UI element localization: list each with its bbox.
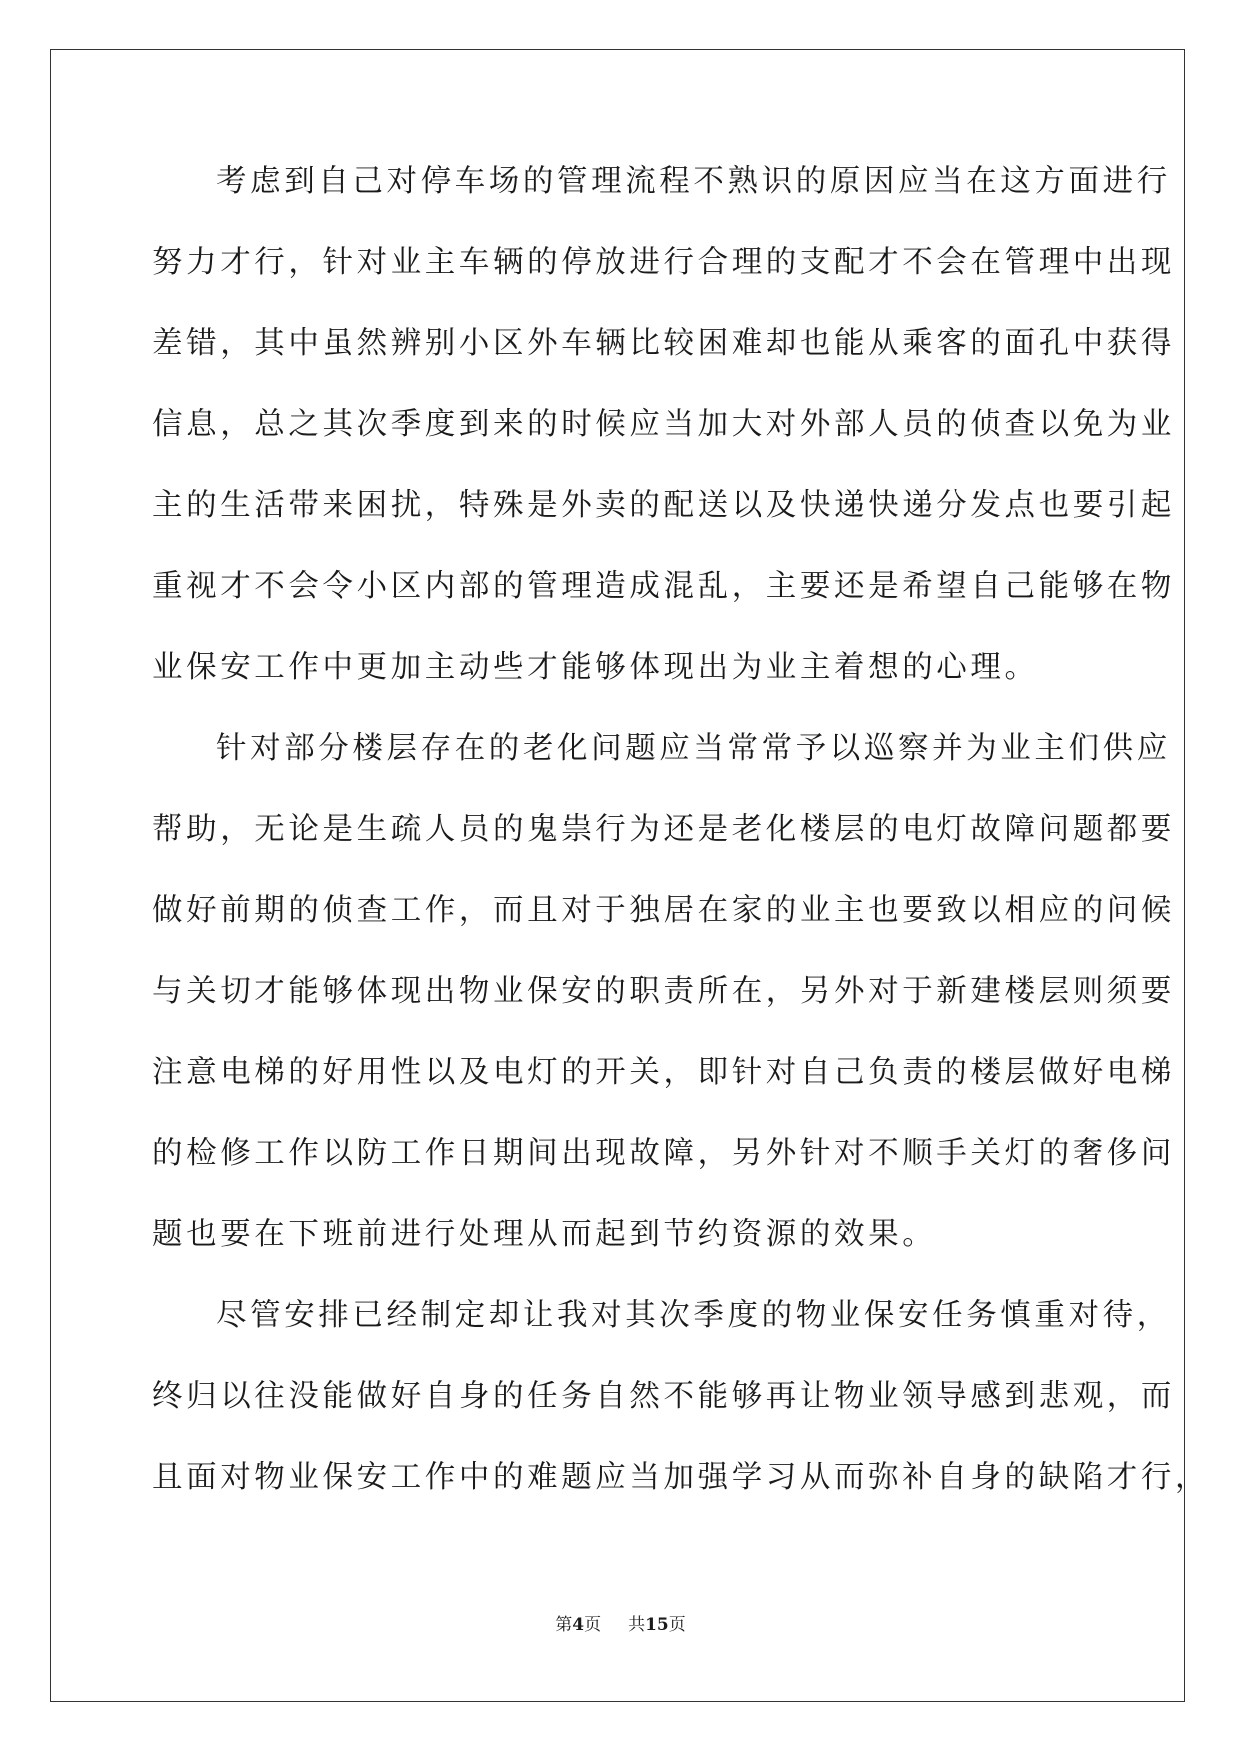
paragraph-3-line-3: 且面对物业保安工作中的难题应当加强学习从而弥补自身的缺陷才行，: [152, 1460, 1210, 1495]
paragraph-2-line-4: 与关切才能够体现出物业保安的职责所在，另外对于新建楼层则须要: [152, 974, 1175, 1009]
page-suffix: 页: [584, 1615, 602, 1635]
paragraph-1-line-5: 主的生活带来困扰，特殊是外卖的配送以及快递快递分发点也要引起: [152, 488, 1175, 523]
page-footer: [0, 1613, 1241, 1637]
total-pages: 15: [645, 1615, 669, 1635]
paragraph-2-line-5: 注意电梯的好用性以及电灯的开关，即针对自己负责的楼层做好电梯: [152, 1055, 1175, 1090]
paragraph-1-line-1: 考虑到自己对停车场的管理流程不熟识的原因应当在这方面进行: [216, 164, 1171, 199]
paragraph-1-line-2: 努力才行，针对业主车辆的停放进行合理的支配才不会在管理中出现: [152, 245, 1175, 280]
paragraph-2-line-1: 针对部分楼层存在的老化问题应当常常予以巡察并为业主们供应: [216, 731, 1171, 766]
paragraph-2-line-7: 题也要在下班前进行处理从而起到节约资源的效果。: [152, 1217, 937, 1252]
paragraph-2-line-2: 帮助，无论是生疏人员的鬼祟行为还是老化楼层的电灯故障问题都要: [152, 812, 1175, 847]
paragraph-1-line-3: 差错，其中虽然辨别小区外车辆比较困难却也能从乘客的面孔中获得: [152, 326, 1175, 361]
page-number: 4: [572, 1615, 585, 1635]
paragraph-2-line-6: 的检修工作以防工作日期间出现故障，另外针对不顺手关灯的奢侈问: [152, 1136, 1175, 1171]
paragraph-2-line-3: 做好前期的侦查工作，而且对于独居在家的业主也要致以相应的问候: [152, 893, 1175, 928]
paragraph-3-line-1: 尽管安排已经制定却让我对其次季度的物业保安任务慎重对待，: [216, 1298, 1171, 1333]
total-suffix: 页: [668, 1615, 686, 1635]
total-prefix: 共: [628, 1615, 646, 1635]
paragraph-1-line-4: 信息，总之其次季度到来的时候应当加大对外部人员的侦查以免为业: [152, 407, 1175, 442]
paragraph-3-line-2: 终归以往没能做好自身的任务自然不能够再让物业领导感到悲观，而: [152, 1379, 1175, 1414]
paragraph-1-line-7: 业保安工作中更加主动些才能够体现出为业主着想的心理。: [152, 650, 1039, 685]
page-prefix: 第: [555, 1615, 573, 1635]
document-body: [152, 162, 1210, 1539]
paragraph-1-line-6: 重视才不会令小区内部的管理造成混乱，主要还是希望自己能够在物: [152, 569, 1175, 604]
